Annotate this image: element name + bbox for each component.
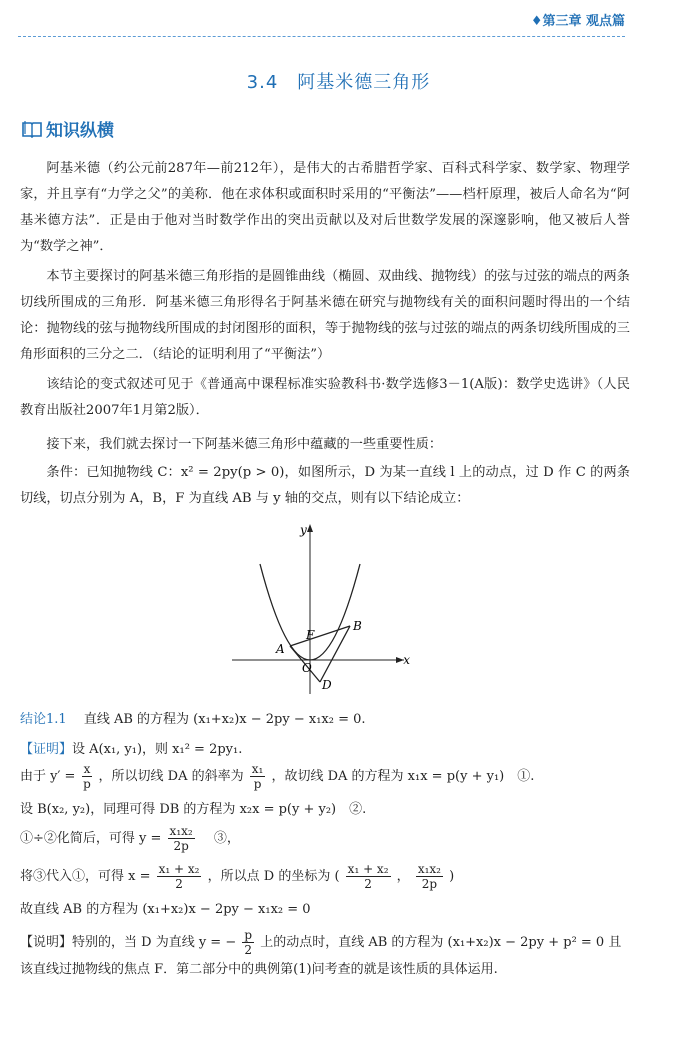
proof-line-1 (20, 738, 640, 757)
proof-text-2b: ，所以切线 DA 的斜率为 (98, 769, 244, 784)
note-text-1b: 上的动点时，直线 AB 的方程为 (x₁+x₂)x − 2py + p² = 0 且 (260, 935, 622, 950)
proof-label: 【证明】 (20, 742, 73, 757)
proof-line-3: 设 B(x₂, y₂)，同理可得 DB 的方程为 x₂x = p(y + y₂) ②. (20, 802, 367, 817)
parabola-figure (232, 522, 412, 694)
fraction-p-over-2: $\frac{p}{2}$ (244, 928, 253, 957)
proof-line-6: 故直线 AB 的方程为 (x₁+x₂)x − 2py − x₁x₂ = 0 (20, 902, 311, 917)
point-O-label: O (302, 661, 312, 675)
proof-text-2c: ，故切线 DA 的方程为 x₁x = p(y + y₁) ①. (271, 769, 535, 784)
note-line-2: 该直线过抛物线的焦点 F．第二部分中的典例第(1)问考查的就是该性质的具体运用. (20, 962, 498, 977)
conclusion-text: 直线 AB 的方程为 (x₁+x₂)x − 2py − x₁x₂ = 0. (83, 712, 366, 727)
fraction-D-x: $\frac{\text{x₁ + x₂}}{2}$ (347, 862, 389, 891)
open-book-icon (22, 120, 42, 138)
point-D-label: D (322, 678, 332, 692)
conclusion-label: 结论1.1 (20, 712, 67, 727)
conclusion-line (20, 708, 640, 727)
y-arrow-icon (307, 524, 313, 532)
chapter-tag: ♦第三章 观点篇 (530, 14, 625, 29)
point-B-label: B (353, 619, 362, 633)
proof-text-5a: 将③代入①，可得 x = (20, 869, 151, 884)
header-divider (18, 36, 625, 37)
fraction-y-result: $\frac{\text{x₁x₂}}{2p}$ (169, 824, 193, 853)
proof-line-4 (20, 824, 640, 853)
proof-text-4b: ③， (200, 831, 240, 846)
paragraph-intro: 接下来，我们就去探讨一下阿基米德三角形中蕴藏的一些重要性质： (46, 437, 443, 452)
note-text-1a: 特别的，当 D 为直线 y = − (72, 935, 237, 950)
proof-text-4a: ①÷②化简后，可得 y = (20, 831, 162, 846)
section-title: 3.4 阿基米德三角形 (246, 72, 431, 93)
fraction-D-y: $\frac{\text{x₁x₂}}{2p}$ (417, 862, 441, 891)
proof-line-5: 将③代入①，可得 x = $\frac{\text{x₁ + x₂}}{2}$ ，所以点 D 的坐标为 ( $\frac{\text{x₁ + x₂}}{2}$ ， $\frac{\text{x₁x₂}}{2p}$ ) (20, 862, 455, 891)
fraction-x-over-p: $\frac{x}{p}$ (83, 762, 91, 791)
paragraph-triangle-definition: 本节主要探讨的阿基米德三角形指的是圆锥曲线（椭圆、双曲线、抛物线）的弦与过弦的端点的两条切线所围成的三角形．阿基米德三角形得名于阿基米德在研究与抛物线有关的面积问题时得出的一个结论：抛物线的弦与抛物线所围成的封闭图形的面积，等于抛物线的弦与过弦的端点的两条切线所围成的三角形面积的三分之二．（结论的证明利用了“平衡法”） (20, 269, 630, 362)
y-axis-label: y (300, 523, 307, 537)
note-line-1 (20, 928, 640, 957)
proof-line-2 (20, 762, 640, 791)
proof-text-2a: 由于 y′ = (20, 769, 76, 784)
proof-text-1: 设 A(x₁, y₁)，则 x₁² = 2py₁. (72, 742, 243, 757)
fraction-x-result: $\frac{\text{x₁ + x₂}}{2}$ (158, 862, 200, 891)
paragraph-archimedes-bio: 阿基米德（约公元前287年—前212年），是伟大的古希腊哲学家、百科式科学家、数学家、物理学家，并且享有“力学之父”的美称．他在求体积或面积时采用的“平衡法”——档杆原理，被后人命名为“阿基米德方法”．正是由于他对当时数学作出的突出贡献以及对后世数学发展的深邃影响，他又被后人誉为“数学之神”． (20, 161, 630, 254)
note-label: 【说明】 (20, 935, 73, 950)
point-A-label: A (276, 642, 285, 656)
proof-text-5b: ，所以点 D 的坐标为 ( (207, 869, 340, 884)
x-axis-label: x (403, 653, 410, 667)
knowledge-heading (22, 116, 114, 141)
paragraph-reference: 该结论的变式叙述可见于《普通高中课程标准实验教科书·数学选修3－1(A版)：数学史选讲》（人民教育出版社2007年1月第2版）． (20, 377, 630, 418)
point-F-label: F (306, 628, 315, 642)
fraction-x1-over-p: $\frac{\text{x₁}}{p}$ (251, 762, 264, 791)
paragraph-condition: 条件：已知抛物线 C：x² = 2py(p > 0)，如图所示，D 为某一直线 l 上的动点，过 D 作 C 的两条切线，切点分别为 A，B，F 为直线 AB 与 y 轴的交点，则有以下结论成立： (20, 465, 630, 506)
knowledge-heading-text: 知识纵横 (46, 121, 114, 141)
